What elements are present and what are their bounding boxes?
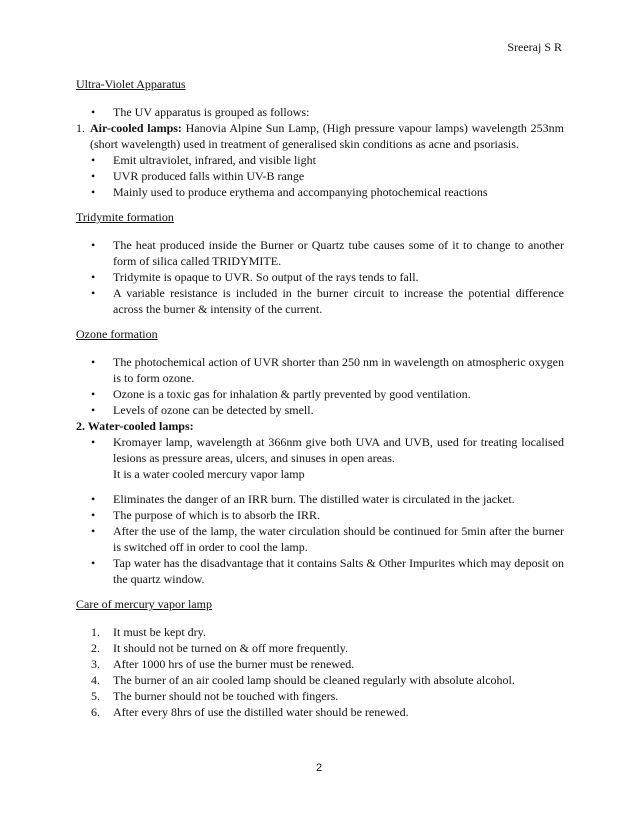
bullet-glyph: • (91, 238, 96, 252)
air-cooled-lamps-item (76, 120, 564, 152)
bullet-glyph: • (91, 508, 96, 522)
list-item: 1. It must be kept dry. (91, 625, 206, 639)
bullet-glyph: • (91, 435, 96, 449)
list-item: • Eliminates the danger of an IRR burn. The distilled water is circulated in the jacket. (91, 492, 515, 506)
uv-bullets (76, 152, 564, 200)
heading-tridymite: Tridymite formation (76, 210, 174, 224)
water-bullets (76, 491, 564, 587)
list-item: • The UV apparatus is grouped as follows: (91, 105, 310, 119)
list-item: • Tridymite is opaque to UVR. So output of the rays tends to fall. (91, 270, 419, 284)
list-item: • The purpose of which is to absorb the IRR. (91, 508, 320, 522)
bullet-glyph: • (91, 286, 96, 300)
list-item: • After the use of the lamp, the water circulation should be continued for 5min after the burner is switched off in order to cool the lamp. (91, 524, 564, 554)
list-item: • UVR produced falls within UV-B range (91, 169, 305, 183)
bullet-glyph: • (91, 556, 96, 570)
bullet-glyph: • (91, 169, 96, 183)
uv-intro-list (76, 104, 564, 120)
heading-uv-apparatus: Ultra-Violet Apparatus (76, 77, 186, 91)
list-item: • Levels of ozone can be detected by smell. (91, 403, 314, 417)
author-name: Sreeraj S R (507, 40, 562, 54)
list-item: 3. After 1000 hrs of use the burner must be renewed. (91, 657, 355, 671)
list-item: • Kromayer lamp, wavelength at 366nm give both UVA and UVB, used for treating localised lesions as pressure areas, ulcers, and sinuses in open areas. It is a water cooled mercury vapor lamp (91, 435, 564, 481)
air-cooled-text: Hanovia Alpine Sun Lamp, (High pressure vapour lamps) wavelength 253nm (short wavelength) used in treatment of generalised skin conditions as acne and psoriasis. (90, 121, 564, 151)
page-number: 2 (315, 762, 323, 774)
bullet-glyph: • (91, 524, 96, 538)
bullet-glyph: • (91, 387, 96, 401)
list-item: 2. It should not be turned on & off more frequently. (91, 641, 348, 655)
list-item: • The photochemical action of UVR shorter than 250 nm in wavelength on atmospheric oxygen is to form ozone. (91, 355, 564, 385)
list-item: • Mainly used to produce erythema and accompanying photochemical reactions (91, 185, 488, 199)
kromayer-note: It is a water cooled mercury vapor lamp (113, 467, 305, 481)
bullet-glyph: • (91, 185, 96, 199)
list-item: • Tap water has the disadvantage that it contains Salts & Other Impurites which may deposit on the quartz window. (91, 556, 564, 586)
item-number: 1. (76, 121, 85, 135)
bullet-glyph: • (91, 153, 96, 167)
bullet-glyph: • (91, 492, 96, 506)
list-item: 5. The burner should not be touched with fingers. (91, 689, 339, 703)
air-cooled-label: Air-cooled lamps: (90, 121, 182, 135)
bullet-glyph: • (91, 403, 96, 417)
list-item: 6. After every 8hrs of use the distilled water should be renewed. (91, 705, 409, 719)
list-item: 4. The burner of an air cooled lamp should be cleaned regularly with absolute alcohol. (91, 673, 515, 687)
tridymite-bullets (76, 237, 564, 317)
care-list (76, 624, 564, 720)
water-bullets-first (76, 434, 564, 482)
heading-ozone: Ozone formation (76, 327, 158, 341)
ozone-bullets (76, 354, 564, 418)
heading-care-mercury-lamp: Care of mercury vapor lamp (76, 597, 212, 611)
list-item: • The heat produced inside the Burner or Quartz tube causes some of it to change to another form of silica called TRIDYMITE. (91, 238, 564, 268)
heading-water-cooled-lamps: 2. Water-cooled lamps: (76, 419, 194, 433)
page-content (76, 76, 564, 720)
list-item: • Emit ultraviolet, infrared, and visible light (91, 153, 316, 167)
bullet-glyph: • (91, 270, 96, 284)
bullet-glyph: • (91, 355, 96, 369)
bullet-glyph: • (91, 105, 96, 119)
list-item: • A variable resistance is included in the burner circuit to increase the potential difference across the burner & intensity of the current. (91, 286, 564, 316)
list-item: • Ozone is a toxic gas for inhalation & partly prevented by good ventilation. (91, 387, 471, 401)
